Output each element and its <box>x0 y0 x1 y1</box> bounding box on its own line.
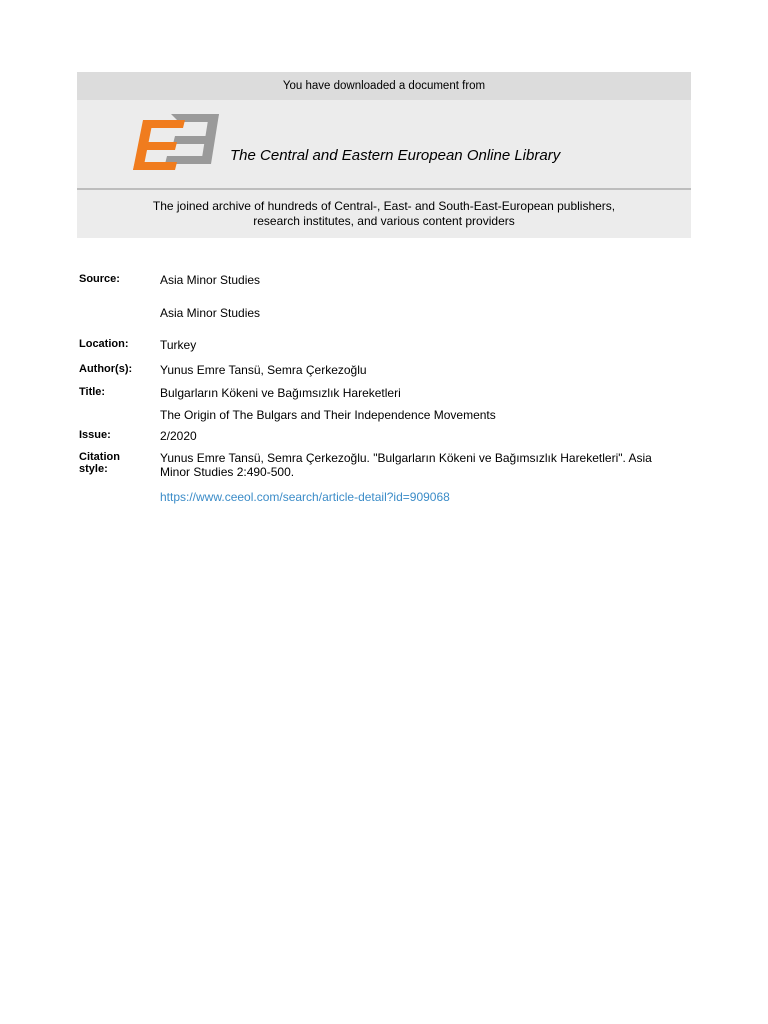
location-label: Location: <box>79 338 129 350</box>
location-value: Turkey <box>160 338 197 352</box>
issue-label: Issue: <box>79 429 111 441</box>
source-label: Source: <box>79 273 120 285</box>
authors-value: Yunus Emre Tansü, Semra Çerkezoğlu <box>160 363 367 377</box>
citation-label <box>79 451 149 475</box>
ceeol-banner <box>77 72 691 238</box>
tagline-line: The joined archive of hundreds of Central-, East- and South-East-European publishers, <box>152 199 616 213</box>
source-value-secondary: Asia Minor Studies <box>160 306 261 320</box>
authors-label: Author(s): <box>79 363 133 375</box>
issue-value: 2/2020 <box>160 429 197 443</box>
library-name: The Central and Eastern European Online Library <box>230 147 561 164</box>
citation-label-line: style: <box>79 463 108 475</box>
title-value-translated: The Origin of The Bulgars and Their Independence Movements <box>160 408 496 422</box>
citation-value-line: Minor Studies 2:490-500. <box>160 465 295 479</box>
article-url-link[interactable]: https://www.ceeol.com/search/article-detail?id=909068 <box>160 490 450 504</box>
banner-divider <box>77 188 691 190</box>
title-label: Title: <box>79 386 106 398</box>
banner-tagline <box>77 199 691 229</box>
tagline-line: research institutes, and various content providers <box>253 214 515 228</box>
source-value: Asia Minor Studies <box>160 273 261 287</box>
citation-label-line: Citation <box>79 451 120 463</box>
url-value <box>160 490 695 504</box>
title-value: Bulgarların Kökeni ve Bağımsızlık Hareketleri <box>160 386 401 400</box>
citation-value <box>160 451 695 479</box>
logo-row <box>77 100 691 188</box>
downloaded-notice: You have downloaded a document from <box>77 72 691 100</box>
ceeol-logo-icon <box>131 112 221 174</box>
citation-value-line: Yunus Emre Tansü, Semra Çerkezoğlu. "Bulgarların Kökeni ve Bağımsızlık Hareketleri". Asia <box>160 451 652 465</box>
